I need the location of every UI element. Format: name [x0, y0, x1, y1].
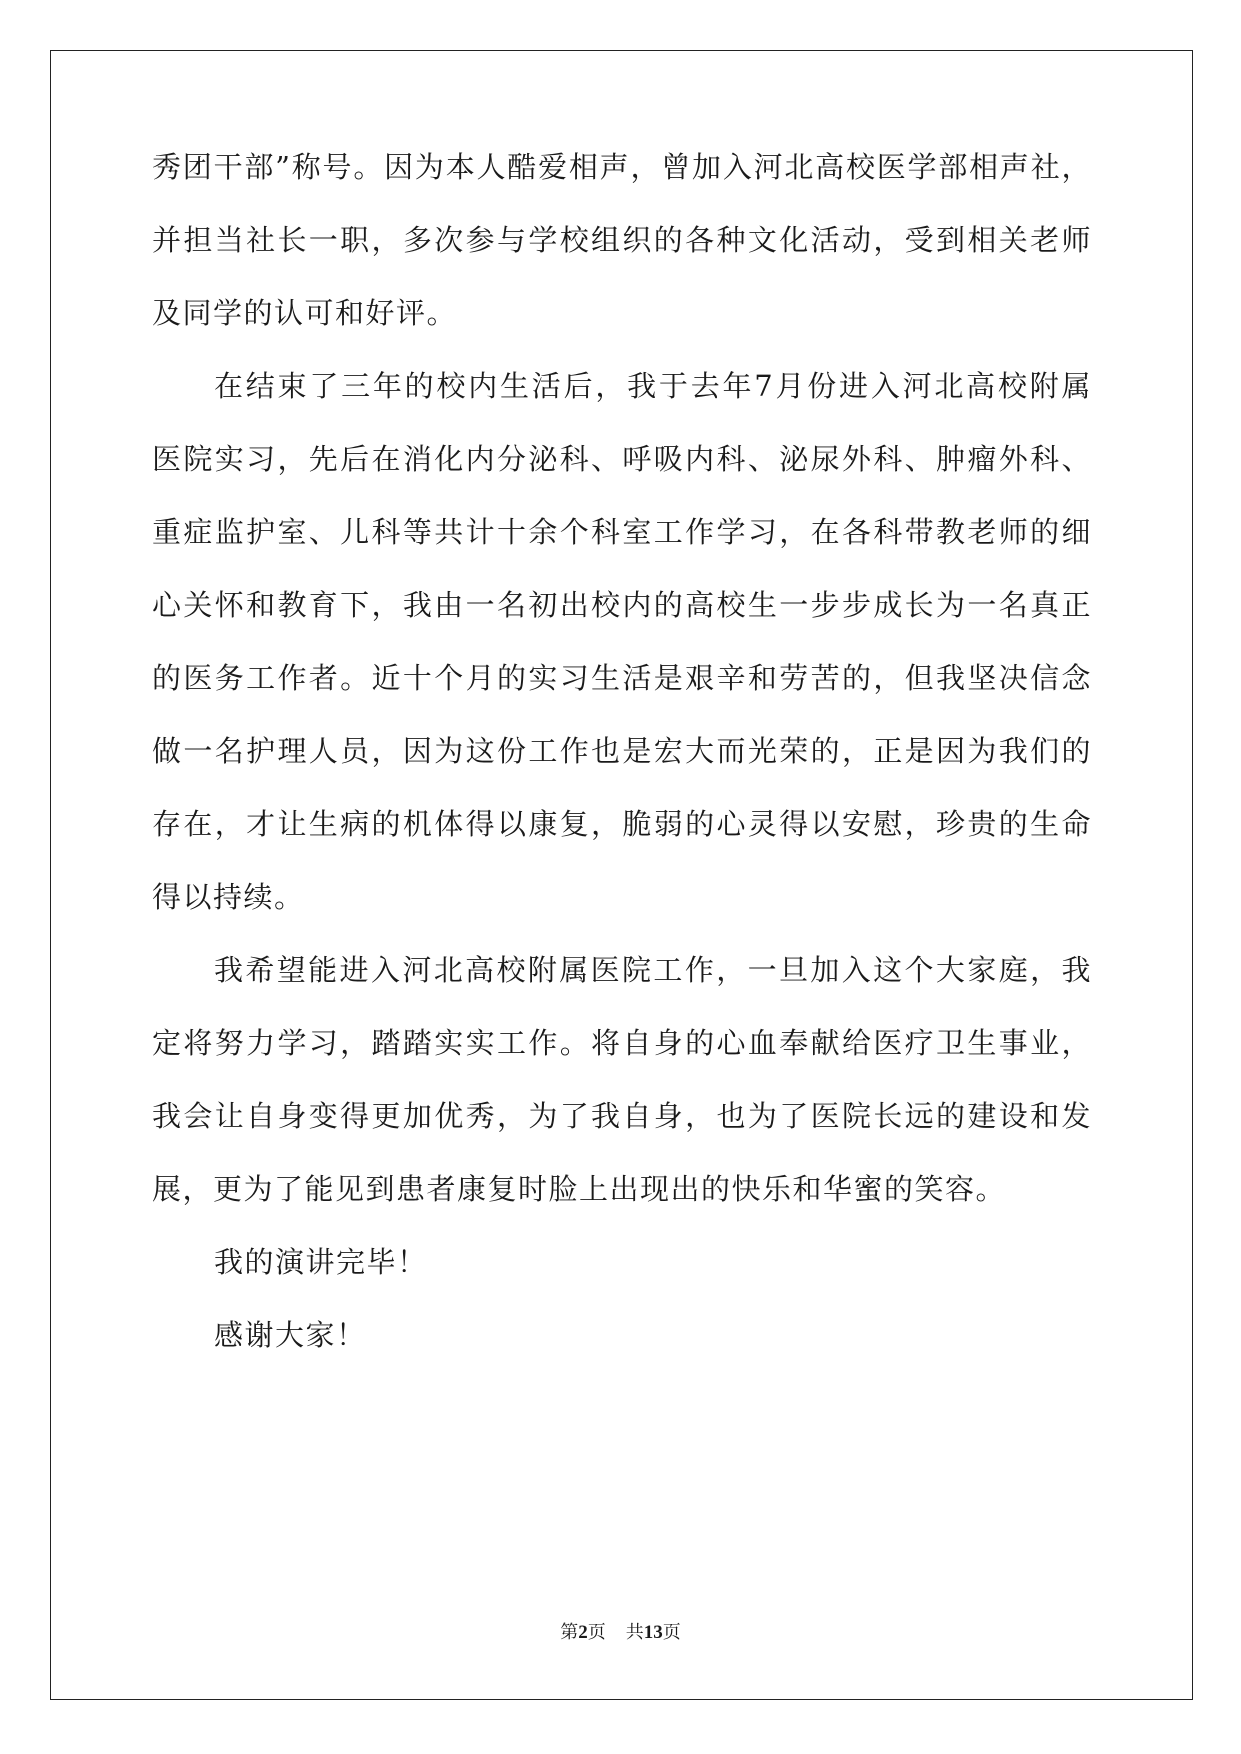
text-line: 我希望能进入河北高校附属医院工作，一旦加入这个大家庭，我 [214, 953, 1092, 987]
text-line: 展，更为了能见到患者康复时脸上出现出的快乐和华蜜的笑容。 [152, 1172, 1007, 1206]
text-line: 我会让自身变得更加优秀，为了我自身，也为了医院长远的建设和发 [152, 1099, 1092, 1133]
text-line: 做一名护理人员，因为这份工作也是宏大而光荣的，正是因为我们的 [152, 734, 1092, 768]
total-prefix: 共 [625, 1622, 644, 1643]
text-line: 存在，才让生病的机体得以康复，脆弱的心灵得以安慰，珍贵的生命 [152, 807, 1092, 841]
text-line: 我的演讲完毕！ [214, 1245, 428, 1279]
page-footer [0, 1621, 1241, 1645]
total-suffix: 页 [662, 1622, 681, 1643]
text-line: 的医务工作者。近十个月的实习生活是艰辛和劳苦的，但我坚决信念 [152, 661, 1092, 695]
text-line: 得以持续。 [152, 880, 305, 914]
text-line: 在结束了三年的校内生活后，我于去年7月份进入河北高校附属 [214, 369, 1092, 403]
page-prefix: 第 [560, 1622, 579, 1643]
text-line: 医院实习，先后在消化内分泌科、呼吸内科、泌尿外科、肿瘤外科、 [152, 442, 1092, 476]
total-pages: 13 [643, 1622, 663, 1643]
page-suffix: 页 [587, 1622, 606, 1643]
text-line: 秀团干部”称号。因为本人酷爱相声，曾加入河北高校医学部相声社， [152, 150, 1092, 184]
text-line: 感谢大家！ [214, 1318, 367, 1352]
text-line: 重症监护室、儿科等共计十余个科室工作学习，在各科带教老师的细 [152, 515, 1092, 549]
text-line: 定将努力学习，踏踏实实工作。将自身的心血奉献给医疗卫生事业， [152, 1026, 1092, 1060]
text-line: 并担当社长一职，多次参与学校组织的各种文化活动，受到相关老师 [152, 223, 1092, 257]
text-line: 及同学的认可和好评。 [152, 296, 458, 330]
page-number: 2 [578, 1622, 588, 1643]
text-line: 心关怀和教育下，我由一名初出校内的高校生一步步成长为一名真正 [152, 588, 1092, 622]
